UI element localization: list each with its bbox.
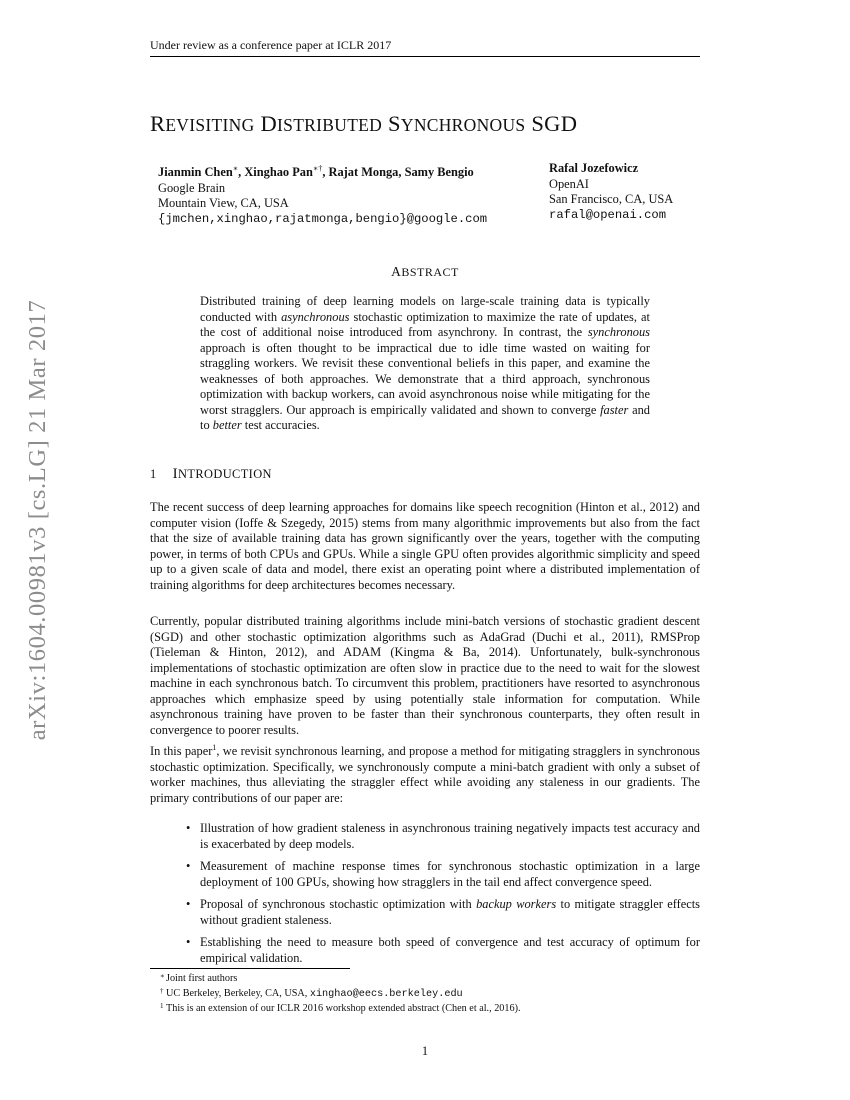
intro-paragraph-3 <box>150 744 700 806</box>
abstract-text-4: and to <box>200 402 650 432</box>
abstract-emphasis-synchronous: synchronous <box>587 325 650 339</box>
location-google: Mountain View, CA, USA <box>158 196 289 210</box>
title-word-3-initial: S <box>388 111 401 136</box>
footnote-mark-joint-berkeley: ∗† <box>312 164 323 173</box>
footnote-joint-first <box>160 972 521 987</box>
email-google: {jmchen,xinghao,rajatmonga,bengio}@google.com <box>158 211 488 226</box>
bullet-icon: • <box>186 821 191 835</box>
bullet-icon: • <box>186 897 191 911</box>
affiliation-openai: OpenAI <box>549 176 589 191</box>
footnote-ref-1: 1 <box>212 743 217 752</box>
author-name-pan: , Xinghao Pan <box>238 165 313 179</box>
footnote-berkeley <box>160 986 521 1003</box>
title-word-1-initial: R <box>150 111 166 136</box>
contribution-text-4: Establishing the need to measure both speed of convergence and test accuracy of optimum for empirical validation. <box>200 935 700 965</box>
author-block-google <box>158 161 487 227</box>
page-number: 1 <box>421 1044 429 1058</box>
contribution-text-3a: Proposal of synchronous stochastic optimization with <box>200 897 477 911</box>
contributions-list <box>150 821 700 973</box>
list-item <box>150 821 700 852</box>
footnote-workshop-extension <box>160 1002 521 1017</box>
author-names-monga-bengio: , Rajat Monga, Samy Bengio <box>322 165 474 179</box>
bullet-icon: • <box>186 935 191 949</box>
author-block-openai <box>549 161 673 223</box>
abstract-body <box>200 294 650 434</box>
footnote-divider <box>150 968 350 969</box>
footnotes <box>160 972 521 1017</box>
title-word-2-initial: D <box>260 111 278 136</box>
footnote-email: xinghao@eecs.berkeley.edu <box>309 988 463 1000</box>
running-header: Under review as a conference paper at ICLR 2017 <box>150 38 700 57</box>
author-names-google <box>158 161 487 181</box>
intro-paragraph-1: The recent success of deep learning approaches for domains like speech recognition (Hinton et al., 2012) and computer vision (Ioffe & Szegedy, 2015) stems from many algorithmic improvements but also from the fact that the size of available training data has grown significantly over the years, together with the computing power, in terms of both CPUs and GPUs. While a single GPU often provides algorithmic simplicity and speed up to a given scale of data and model, there exist an operating point where a distributed implementation of training algorithms for deep architectures becomes necessary. <box>150 500 700 592</box>
intro-paragraph-3-body: , we revisit synchronous learning, and propose a method for mitigating stragglers in synchronous stochastic optimization. Specifically, we synchronously compute a mini-batch gradient with only a subset of worker machines, thus alleviating the straggler effect while avoiding any staleness in our gradients. The primary contributions of our paper are: <box>150 744 701 805</box>
footnote-symbol: ∗ <box>160 972 165 980</box>
title-word-3-rest: YNCHRONOUS <box>400 115 526 135</box>
footnote-text: UC Berkeley, Berkeley, CA, USA, <box>166 987 310 999</box>
paper-title <box>150 111 577 137</box>
section-heading-rest: NTRODUCTION <box>178 467 272 481</box>
author-name-jozefowicz: Rafal Jozefowicz <box>549 161 639 175</box>
title-word-4: SGD <box>531 111 578 136</box>
footnote-symbol: † <box>160 986 164 995</box>
section-heading-initial: I <box>172 466 179 482</box>
author-name-chen: Jianmin Chen <box>158 165 233 179</box>
contribution-text-2: Measurement of machine response times for synchronous stochastic optimization in a large deployment of 100 GPUs, showing how stragglers in the tail end affect convergence speed. <box>200 859 700 889</box>
email-openai: rafal@openai.com <box>549 207 667 222</box>
abstract-text-2: stochastic optimization to maximize the rate of updates, at the cost of additional noise introduced from asynchrony. In contrast, the <box>200 309 650 339</box>
title-word-2-rest: ISTRIBUTED <box>277 115 383 135</box>
abstract-text-5: test accuracies. <box>241 418 320 432</box>
abstract-heading-rest: BSTRACT <box>401 265 459 279</box>
section-heading-introduction <box>150 466 272 483</box>
bullet-icon: • <box>186 859 191 873</box>
list-item <box>150 935 700 966</box>
intro-paragraph-2: Currently, popular distributed training algorithms include mini-batch versions of stochastic gradient descent (SGD) and other stochastic optimization algorithms such as AdaGrad (Duchi et al., 2011), RMSProp (Tieleman & Hinton, 2012), and ADAM (Kingma & Ba, 2014). Unfortunately, bulk-synchronous implementations of stochastic optimization are often slow in practice due to the need to wait for the slowest machine in each synchronous batch. To circumvent this problem, practitioners have resorted to asynchronous approaches which emphasize speed by using potentially stale information for computation. While asynchronous training have proven to be faster than their synchronous counterparts, they often result in convergence to poorer results. <box>150 614 700 737</box>
arxiv-identifier-stamp: arXiv:1604.00981v3 [cs.LG] 21 Mar 2017 <box>24 299 51 741</box>
footnote-text: This is an extension of our ICLR 2016 workshop extended abstract (Chen et al., 2016). <box>166 1003 521 1014</box>
location-openai: San Francisco, CA, USA <box>549 192 674 206</box>
contribution-text-3b: to mitigate straggler effects without gradient staleness. <box>200 897 700 927</box>
footnote-mark-joint: ∗ <box>232 164 239 173</box>
section-number: 1 <box>150 467 157 481</box>
affiliation-google: Google Brain <box>158 180 226 195</box>
abstract-emphasis-faster: faster <box>600 402 629 417</box>
abstract-text-3: approach is often thought to be impractical due to idle time wasted on waiting for straggling workers. We revisit these conventional beliefs in this paper, and examine the weaknesses of both approaches. We demonstrate that a third approach, synchronous optimization with backup workers, can avoid asynchronous noise while mitigating for the worst stragglers. Our approach is empirically validated and shown to converge <box>200 340 650 417</box>
abstract-emphasis-better: better <box>212 418 242 432</box>
abstract-emphasis-asynchronous: asynchronous <box>281 309 350 324</box>
abstract-heading <box>0 264 850 280</box>
intro-paragraph-3-lead: In this paper <box>150 744 213 758</box>
list-item <box>150 859 700 890</box>
list-item <box>150 897 700 928</box>
footnote-text: Joint first authors <box>166 973 238 984</box>
contribution-text-1: Illustration of how gradient staleness in asynchronous training negatively impacts test accuracy and is exacerbated by deep models. <box>200 821 700 851</box>
abstract-heading-initial: A <box>391 264 402 279</box>
abstract-text-1: Distributed training of deep learning models on large-scale training data is typically conducted with <box>200 294 650 324</box>
contribution-emphasis-backup-workers: backup workers <box>476 897 557 911</box>
title-word-1-rest: EVISITING <box>165 115 255 135</box>
footnote-symbol: 1 <box>160 1002 164 1010</box>
